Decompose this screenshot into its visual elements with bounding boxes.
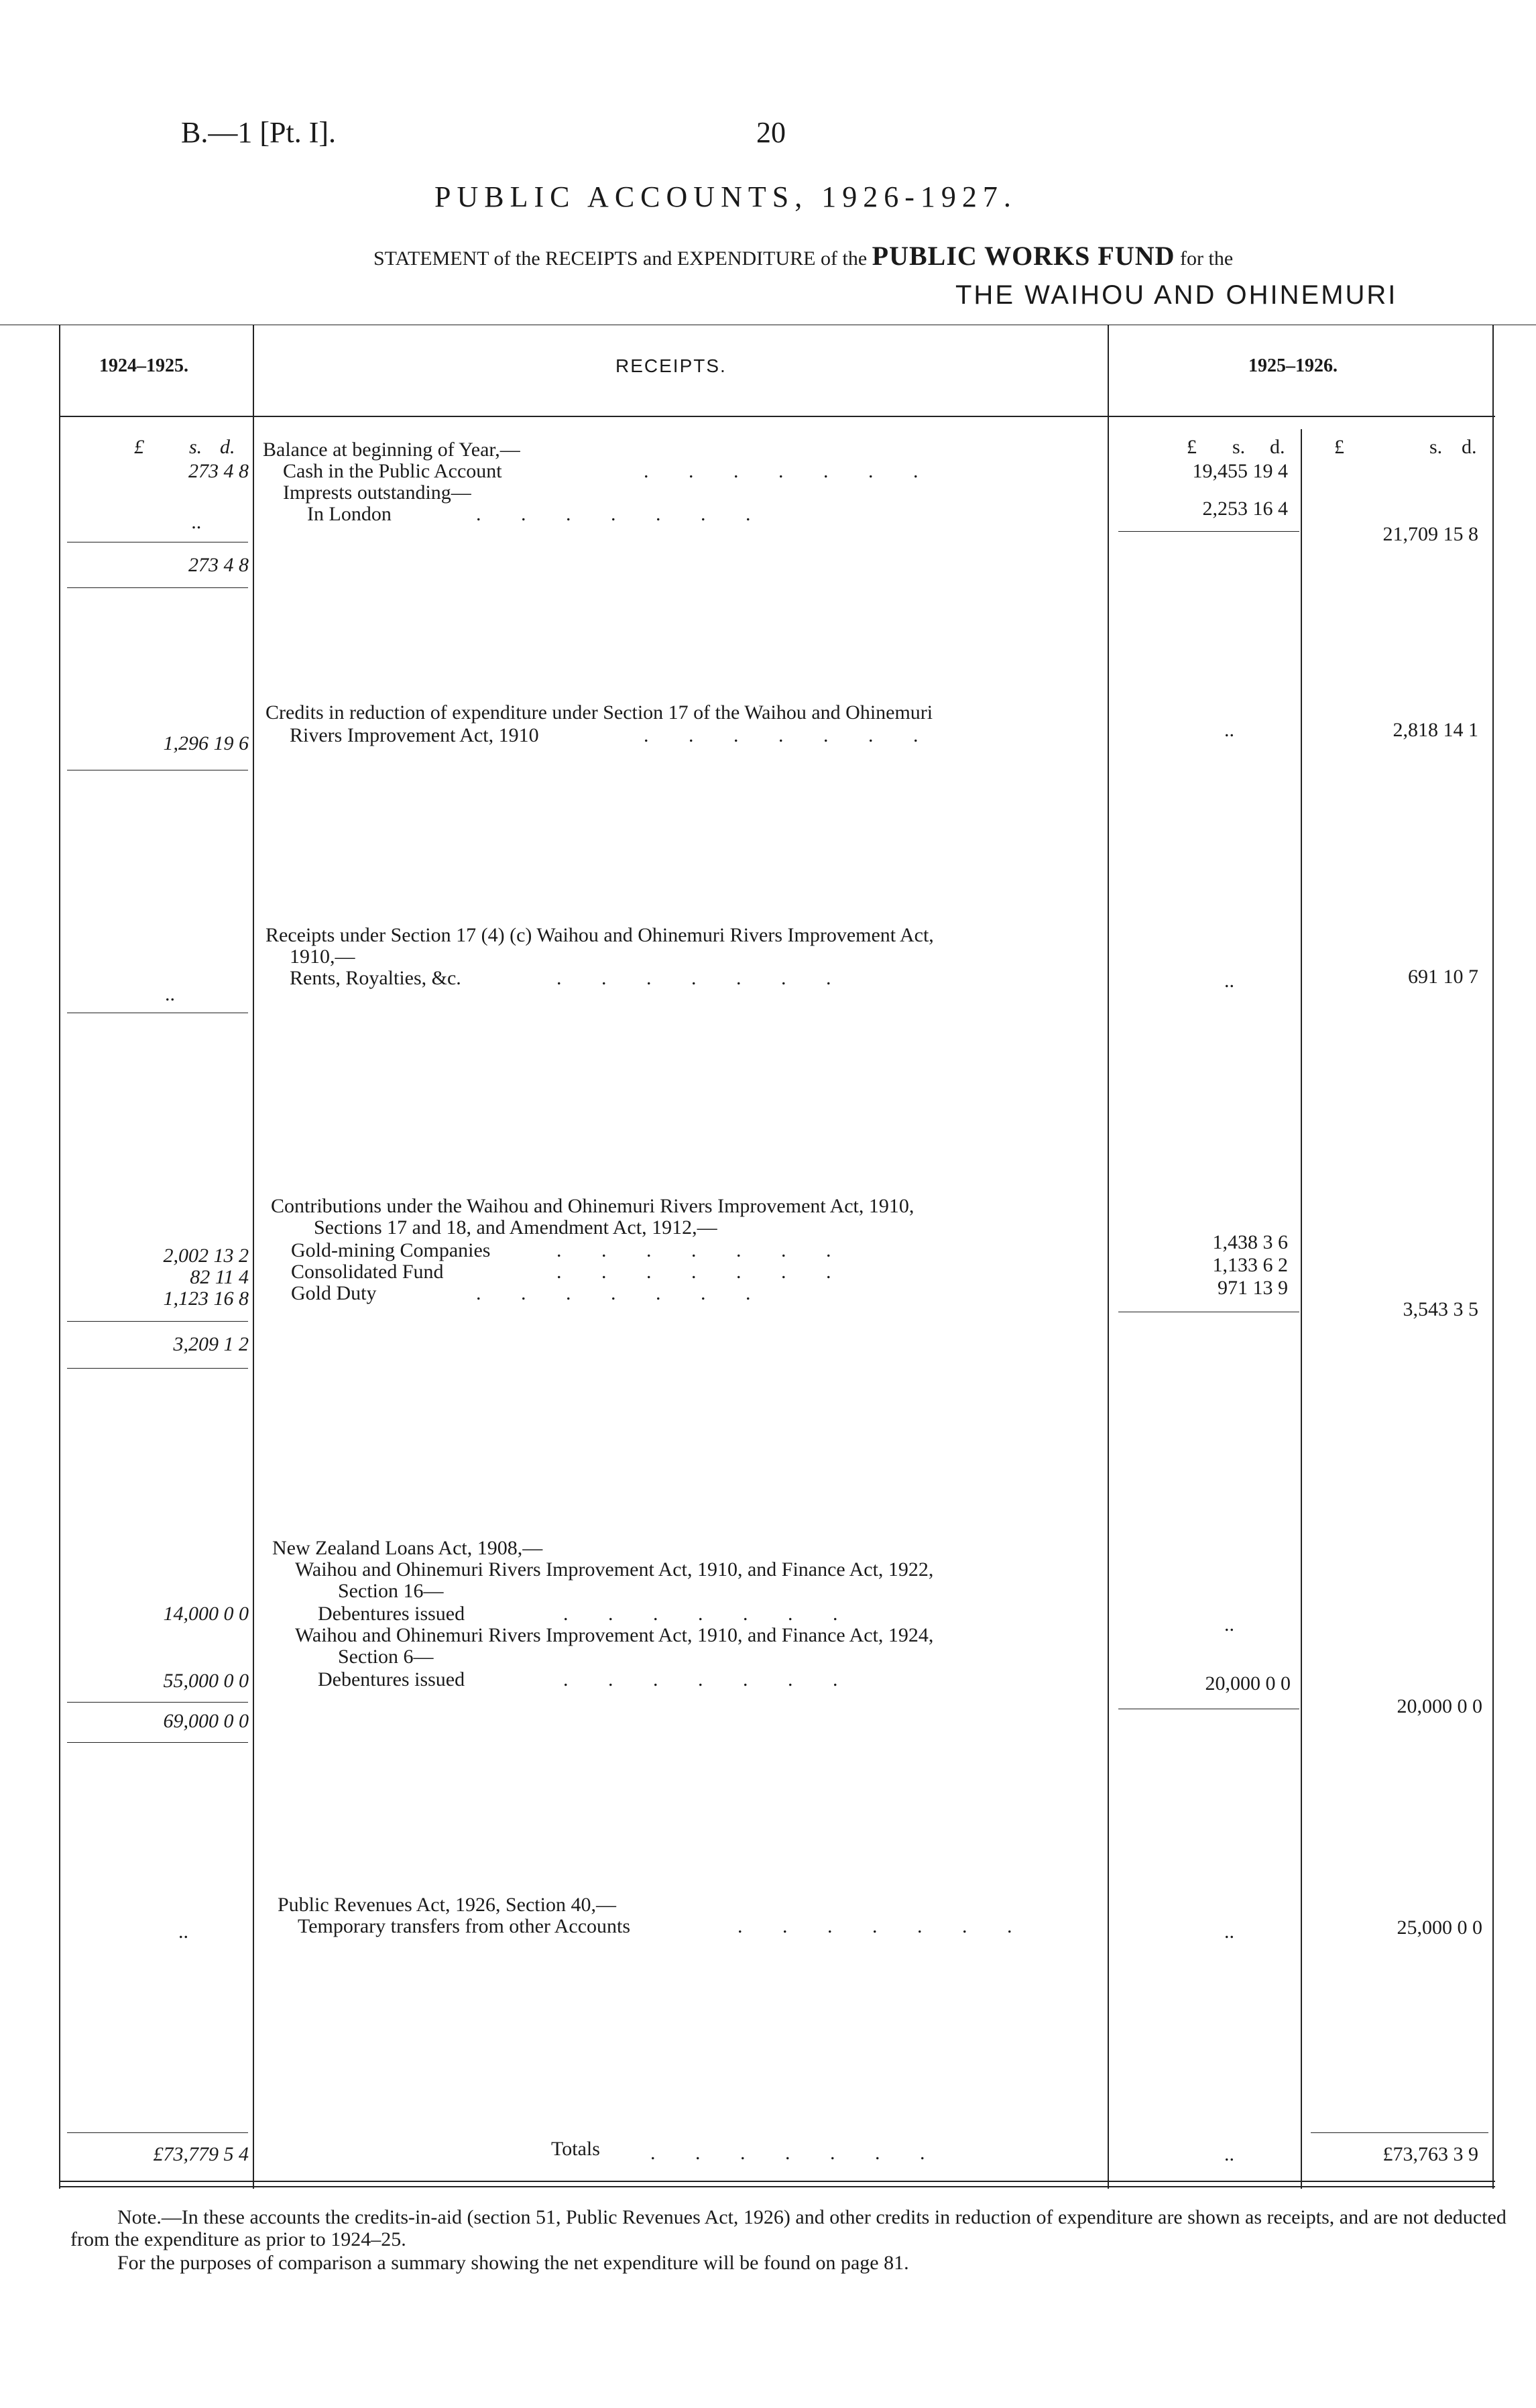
prev-loans-2: 55,000 0 0	[163, 1670, 249, 1692]
leader-dots: . . . . . . .	[737, 1915, 1030, 1937]
loans-line7: Debentures issued	[318, 1668, 465, 1690]
rule	[67, 1321, 248, 1322]
rents-line2: 1910,—	[290, 945, 355, 968]
statement-subtitle: THE WAIHOU AND OHINEMURI	[955, 280, 1398, 310]
leader-dots: . . . . . . .	[476, 503, 768, 525]
page-number: 20	[756, 116, 786, 149]
sub-loans-2: 20,000 0 0	[1205, 1672, 1291, 1695]
contrib-line1: Contributions under the Waihou and Ohinemuri Rivers Improvement Act, 1910,	[271, 1195, 914, 1217]
table-right-border	[1492, 325, 1494, 2189]
totals-label: Totals	[551, 2138, 600, 2160]
loans-line3: Section 16—	[338, 1580, 444, 1602]
prev-balance-cash: 273 4 8	[188, 460, 249, 482]
statement-heading	[373, 240, 1233, 272]
loans-line2: Waihou and Ohinemuri Rivers Improvement Act, 1910, and Finance Act, 1922,	[295, 1558, 934, 1581]
total-rents: 691 10 7	[1408, 966, 1478, 988]
column-header-curr-year: 1925–1926.	[1248, 355, 1338, 376]
balance-imprests-label: Imprests outstanding—	[283, 481, 471, 504]
prev-contrib-consolidated: 82 11 4	[190, 1266, 249, 1288]
column-header-prev-year: 1924–1925.	[99, 355, 188, 376]
footnote-2: For the purposes of comparison a summary showing the net expenditure will be found on page 81.	[117, 2252, 909, 2274]
sub-loans-1: ..	[1224, 1613, 1234, 1636]
sub-amount-divider	[1301, 429, 1302, 2189]
leader-dots: . . . . . . .	[644, 460, 936, 482]
total-loans: 20,000 0 0	[1397, 1695, 1482, 1717]
contrib-gold-mining-label: Gold-mining Companies	[291, 1239, 491, 1261]
prev-contrib-gold-mining: 2,002 13 2	[163, 1245, 249, 1267]
sub-balance-cash: 19,455 19 4	[1192, 460, 1288, 482]
rents-line1: Receipts under Section 17 (4) (c) Waihou and Ohinemuri Rivers Improvement Act,	[265, 924, 934, 946]
page-title: PUBLIC ACCOUNTS, 1926-1927.	[434, 180, 1017, 213]
prev-revenues: ..	[178, 1920, 188, 1943]
rule	[67, 1742, 248, 1743]
loans-line6: Section 6—	[338, 1646, 434, 1668]
loans-line4: Debentures issued	[318, 1603, 465, 1625]
prev-totals: £73,779 5 4	[153, 2143, 249, 2165]
sub-contrib-gold-duty: 971 13 9	[1218, 1277, 1288, 1299]
leader-dots: . . . . . . .	[650, 2142, 943, 2164]
credits-line2: Rivers Improvement Act, 1910	[290, 724, 539, 746]
leader-dots: . . . . . . .	[556, 967, 849, 989]
prev-credits: 1,296 19 6	[163, 732, 249, 754]
sub-unit-s: s.	[1232, 436, 1246, 458]
total-revenues: 25,000 0 0	[1397, 1916, 1482, 1939]
total-credits: 2,818 14 1	[1393, 719, 1478, 741]
loans-line1: New Zealand Loans Act, 1908,—	[272, 1537, 543, 1559]
sub-credits: ..	[1224, 719, 1234, 741]
leader-dots: . . . . . . .	[556, 1239, 849, 1261]
sub-unit-d: d.	[1270, 436, 1285, 458]
prev-balance-total: 273 4 8	[188, 554, 249, 576]
leader-dots: . . . . . . .	[563, 1603, 855, 1625]
sub-contrib-consolidated: 1,133 6 2	[1212, 1254, 1288, 1276]
contrib-consolidated-label: Consolidated Fund	[291, 1261, 444, 1283]
balance-cash-label: Cash in the Public Account	[283, 460, 502, 482]
revenues-line2: Temporary transfers from other Accounts	[298, 1915, 631, 1937]
total-contributions: 3,543 3 5	[1403, 1298, 1478, 1320]
rents-line3: Rents, Royalties, &c.	[290, 967, 461, 989]
sub-balance-london: 2,253 16 4	[1202, 498, 1288, 520]
prev-balance-london: ..	[192, 511, 202, 533]
prev-unit-pound: £	[134, 436, 144, 458]
prev-loans-total: 69,000 0 0	[163, 1710, 249, 1732]
rule	[67, 587, 248, 588]
sub-contrib-gold-mining: 1,438 3 6	[1212, 1231, 1288, 1253]
table-left-border	[59, 325, 60, 2189]
column-header-receipts: RECEIPTS.	[615, 355, 727, 376]
table-bottom-rule-double	[59, 2186, 1495, 2187]
rule	[67, 1702, 248, 1703]
leader-dots: . . . . . . .	[556, 1261, 849, 1283]
total-unit-s: s.	[1429, 436, 1443, 458]
total-unit-d: d.	[1462, 436, 1477, 458]
prev-year-divider	[253, 325, 254, 2189]
document-reference: B.—1 [Pt. I].	[181, 116, 336, 149]
leader-dots: . . . . . . .	[644, 724, 936, 746]
rule	[67, 1368, 248, 1369]
statement-post: for the	[1180, 247, 1234, 270]
contrib-line2: Sections 17 and 18, and Amendment Act, 1912,—	[314, 1216, 717, 1239]
contrib-gold-duty-label: Gold Duty	[291, 1282, 377, 1304]
prev-contrib-gold-duty: 1,123 16 8	[163, 1287, 249, 1310]
balance-london-label: In London	[307, 503, 392, 525]
loans-line5: Waihou and Ohinemuri Rivers Improvement Act, 1910, and Finance Act, 1924,	[295, 1624, 934, 1646]
balance-head: Balance at beginning of Year,—	[263, 439, 520, 461]
header-bottom-rule	[59, 416, 1495, 417]
credits-line1: Credits in reduction of expenditure under Section 17 of the Waihou and Ohinemuri	[265, 701, 933, 724]
leader-dots: . . . . . . .	[563, 1668, 855, 1690]
statement-fund-name: PUBLIC WORKS FUND	[872, 241, 1175, 271]
rule	[67, 2132, 248, 2133]
total-unit-pound: £	[1334, 436, 1344, 458]
sub-revenues: ..	[1224, 1920, 1234, 1943]
prev-unit-s: s.	[189, 436, 202, 458]
receipts-divider	[1108, 325, 1109, 2189]
footnote-1: Note.—In these accounts the credits-in-aid (section 51, Public Revenues Act, 1926) and other credits in reduction of expenditure are shown as receipts, and are not deducted from the expenditure as prior to 1924–25.	[70, 2206, 1507, 2250]
sub-rents: ..	[1224, 970, 1234, 992]
sub-unit-pound: £	[1187, 436, 1197, 458]
rule	[1118, 531, 1299, 532]
prev-loans-1: 14,000 0 0	[163, 1603, 249, 1625]
grand-total: £73,763 3 9	[1382, 2143, 1478, 2165]
total-balance: 21,709 15 8	[1382, 523, 1478, 545]
leader-dots: . . . . . . .	[476, 1282, 768, 1304]
prev-contrib-total: 3,209 1 2	[173, 1333, 249, 1355]
table-bottom-rule	[59, 2181, 1495, 2182]
rule	[1311, 2132, 1488, 2133]
prev-unit-d: d.	[220, 436, 235, 458]
prev-rents: ..	[165, 983, 175, 1005]
sub-totals: ..	[1224, 2143, 1234, 2165]
statement-pre: STATEMENT of the RECEIPTS and EXPENDITURE of the	[373, 247, 868, 270]
revenues-line1: Public Revenues Act, 1926, Section 40,—	[278, 1894, 616, 1916]
